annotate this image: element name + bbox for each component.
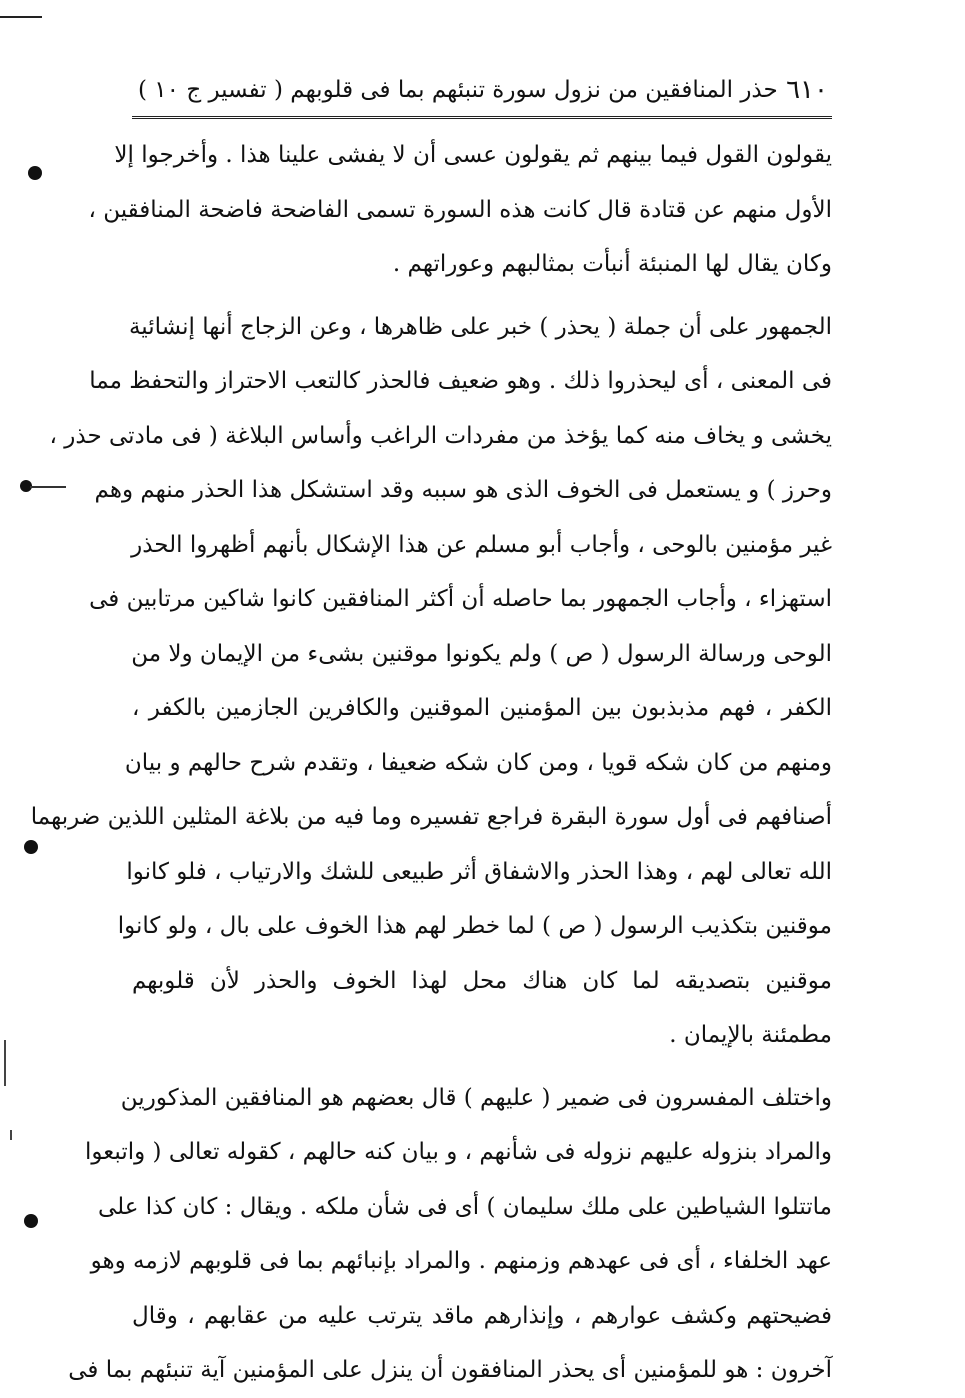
text-line: يقولون القول فيما بينهم ثم يقولون عسى أن لا يفشى علينا هذا . وأخرجوا إلا [114, 142, 832, 168]
body-text [30, 128, 832, 1398]
text-line: يخشى و يخاف منه كما يؤخذ من مفردات الراغب وأساس البلاغة ( فى مادتى حذر ، [49, 422, 832, 449]
header-rule [132, 116, 832, 119]
text-line: ماتتلوا الشياطين على ملك سليمان ) أى فى شأن ملكه . ويقال : كان كذا على [97, 1193, 832, 1220]
text-line: والمراد بنزوله عليهم نزوله فى شأنهم ، و بيان كنه حالهم ، كقوله تعالى ( واتبعوا [85, 1139, 832, 1165]
text-line: غير مؤمنين بالوحى ، وأجاب أبو مسلم عن هذا الإشكال بأنهم أظهروا الحذر [131, 531, 832, 558]
text-line: فضيحتهم وكشف عوارهم ، وإنذارهم ماقد يترتب عليه من عقابهم ، وقال [132, 1302, 832, 1329]
text-line: ومنهم من كان شكه قويا ، ومن كان شكه ضعيفا ، وتقدم شرح حالهم و بيان [124, 749, 832, 776]
text-line: موقنين بتكذيب الرسول ( ص ) لما خطر لهم هذا الخوف على بال ، ولو كانوا [117, 913, 832, 939]
text-line: الجمهور على أن جملة ( يحذر ) خبر على ظاهرها ، وعن الزجاج أنها إنشائية [128, 313, 832, 340]
binder-hole-mark [24, 840, 38, 854]
text-line: وحرز ) و يستعمل فى الخوف الذى هو سببه وقد استشكل هذا الحذر منهم وهم [94, 477, 832, 503]
binder-hole-mark [28, 166, 42, 180]
text-line: مطمئنة بالإيمان . [669, 1022, 832, 1048]
scan-artifact-tick [10, 1130, 12, 1140]
text-line: واختلف المفسرون فى ضمير ( عليهم ) قال بعضهم هو المنافقين المذكورين [120, 1084, 832, 1111]
text-line: فى المعنى ، أى ليحذروا ذلك . وهو ضعيف فالحذر كالتعب الاحتراز والتحفظ مما [89, 368, 832, 394]
page-number: ٦١٠ [786, 75, 828, 105]
scan-artifact-line [30, 486, 66, 488]
text-line: الكفر ، فهم مذبذبون بين المؤمنين الموقنين والكافرين الجازمين بالكفر ، [132, 695, 832, 721]
text-line: الأول منهم عن قتادة قال كانت هذه السورة تسمى الفاضحة فاضحة المنافقين ، [88, 196, 832, 223]
text-line: الوحى ورسالة الرسول ( ص ) ولم يكونوا موقنين بشىء من الإيمان ولا من [131, 640, 832, 667]
text-line: وكان يقال لها المنبئة أنبأت بمثالبهم وعوراتهم . [392, 251, 832, 277]
scan-artifact-tick [4, 1040, 6, 1086]
text-line: عهد الخلفاء ، أى فى عهدهم وزمنهم . والمراد بإنبائهم بما فى قلوبهم لازمه وهو [90, 1248, 832, 1274]
text-line: استهزاء ، وأجاب الجمهور بما حاصله أن أكثر المنافقين كانوا شاكين مرتابين فى [89, 586, 832, 612]
text-line: موقنين بتصديقه لما كان هناك محل لهذا الخوف والحذر لأن قلوبهم [132, 967, 832, 994]
running-title: حذر المنافقين من نزول سورة تنبئهم بما فى قلوبهم ( تفسير ج ١٠ ) [138, 77, 778, 103]
text-line: أصنافهم فى أول سورة البقرة فراجع تفسيره وما فيه من بلاغة المثلين اللذين ضربهما [30, 804, 832, 830]
scan-edge-mark [0, 16, 42, 18]
page-header [138, 70, 828, 110]
text-line: آخرون : هو للمؤمنين أى يحذر المنافقون أن ينزل على المؤمنين آية تنبئهم بما فى [68, 1357, 832, 1383]
text-line: الله تعالى لهم ، وهذا الحذر والاشفاق أثر طبيعى للشك والارتياب ، فلو كانوا [126, 858, 832, 885]
binder-hole-mark [24, 1214, 38, 1228]
